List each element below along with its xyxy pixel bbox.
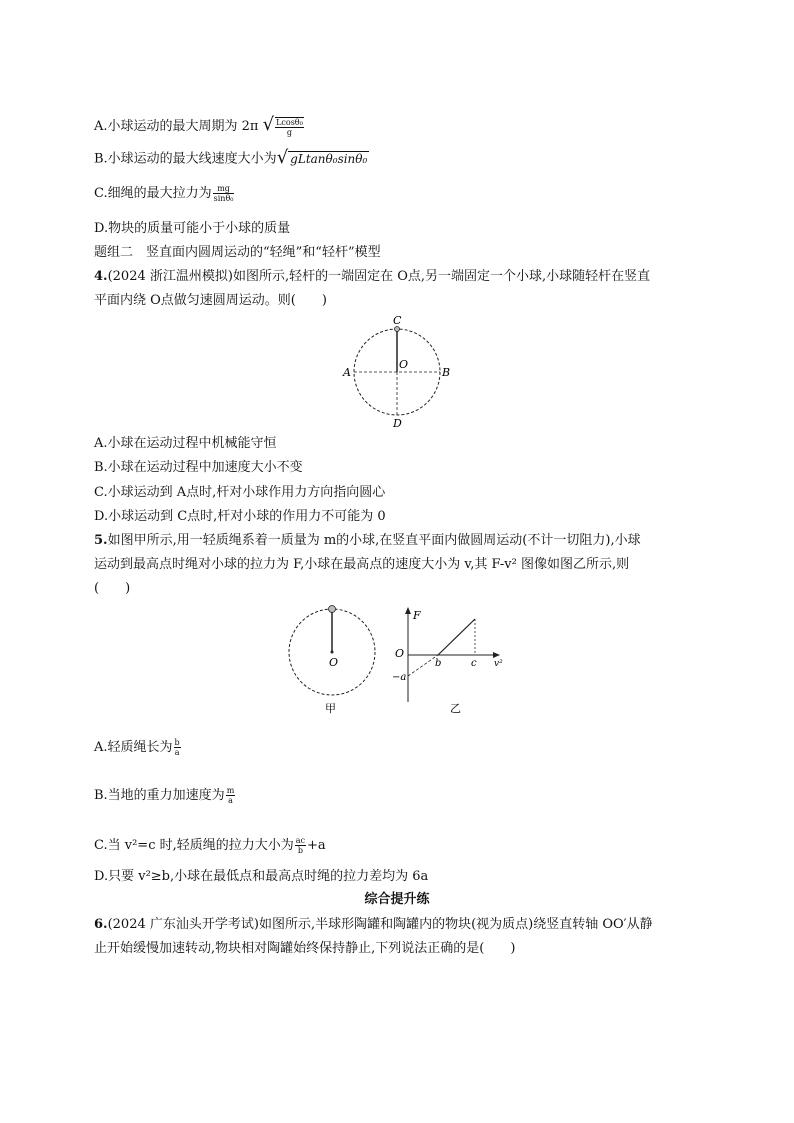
q6-stem-line1 [94,916,653,934]
q3-option-a-den: g [286,127,293,137]
q5-option-a-num: b [174,738,180,747]
q3-option-a-text: A.小球运动的最大周期为 2π [94,118,259,134]
q5-figure-jia [284,600,384,715]
q5-option-b [94,786,236,805]
q6-stem-line2: 止开始缓慢加速转动,物块相对陶罐始终保持静止,下列说法正确的是( ) [94,941,516,956]
q4-stem-line1 [94,268,650,286]
q5-label-b: b [435,658,442,669]
q5-stem-line3: ( ) [94,581,131,596]
q5-option-a-den: a [174,748,180,757]
q5-option-d: D.只要 v²≥b,小球在最低点和最高点时绳的拉力差均为 6a [94,869,429,884]
q5-graph-line [438,619,475,655]
q3-option-b [94,149,369,169]
q3-option-a [94,116,305,137]
q3-option-d: D.物块的质量可能小于小球的质量 [94,221,291,236]
q5-option-c [94,836,326,855]
q4-number: 4. [94,269,108,284]
q4-label-a: A [343,366,351,379]
q5-ball [329,606,336,613]
q5-caption-jia: 甲 [325,702,336,715]
q5-option-c-num: ac [295,836,305,845]
section-title: 综合提升练 [364,892,430,907]
q4-stem-line2: 平面内绕 O点做匀速圆周运动。则( ) [94,293,327,308]
q5-option-c-text: C.当 v²=c 时,轻质绳的拉力大小为 [94,838,294,853]
q3-option-c-text: C.细绳的最大拉力为 [94,186,212,201]
q4-ball [395,327,400,332]
q4-label-c: C [393,314,402,327]
q3-option-c [94,184,235,203]
q5-figure-yi [390,600,520,715]
group2-title: 题组二 竖直面内圆周运动的“轻绳”和“轻杆”模型 [94,245,381,260]
q4-label-d: D [393,417,402,430]
q4-label-b: B [442,366,451,379]
q6-number: 6. [94,917,108,932]
q5-label-v2: v² [494,659,503,669]
q4-stem-text: (2024 浙江温州模拟)如图所示,轻杆的一端固定在 O点,另一端固定一个小球,小球随轻杆在竖直 [107,269,651,284]
q5-center-point [331,651,334,654]
q5-caption-yi: 乙 [450,702,461,715]
q5-option-b-den: a [228,796,233,805]
q5-option-b-text: B.当地的重力加速度为 [94,788,225,803]
q3-option-c-den: sinθ₀ [213,194,234,203]
q4-option-c: C.小球运动到 A点时,杆对小球作用力方向指向圆心 [94,485,386,500]
q5-stem-line2: 运动到最高点时绳对小球的拉力为 F,小球在最高点的速度大小为 v,其 F-v² 图像如图乙所示,则 [94,557,630,572]
q4-option-a: A.小球在运动过程中机械能守恒 [94,436,277,451]
q5-dashed-extension [408,655,438,676]
q5-option-c-suffix: +a [307,838,326,853]
q6-stem-text: (2024 广东汕头开学考试)如图所示,半球形陶罐和陶罐内的物块(视为质点)绕竖直转轴 OO′从静 [107,917,653,932]
q5-option-a-text: A.轻质绳长为 [94,740,173,755]
q5-stem-line1 [94,532,641,550]
q3-option-b-text: B.小球运动的最大线速度大小为 [94,151,277,167]
q3-option-a-num: Lcosθ₀ [276,117,303,127]
q4-option-d: D.小球运动到 C点时,杆对小球的作用力不可能为 0 [94,509,386,524]
sqrt-symbol: √ gLtanθ₀sinθ₀ [276,147,368,168]
q5-stem-text: 如图甲所示,用一轻质绳系着一质量为 m的小球,在竖直平面内做圆周运动(不计一切阻力),小球 [107,533,641,548]
q5-y-arrow [405,607,411,614]
q5-label-origin: O [395,647,405,660]
q5-number: 5. [94,533,108,548]
q3-option-c-num: mg [213,184,235,194]
q5-label-c: c [471,658,477,669]
q5-label-o: O [329,656,339,669]
q5-label-f: F [413,609,421,622]
q4-option-b: B.小球在运动过程中加速度大小不变 [94,460,303,475]
q5-x-arrow [493,652,500,658]
q5-option-c-den: b [297,846,303,855]
q3-option-b-root: gLtanθ₀sinθ₀ [290,152,368,166]
q5-label-neg-a: −a [392,672,407,683]
q4-figure [340,312,460,430]
sqrt-symbol: √ $\frac{\text{Lcosθ₀}}{g}$ [262,114,303,137]
q4-label-o: O [399,358,409,371]
q5-option-a [94,738,182,757]
q5-option-b-num: m [226,786,235,795]
